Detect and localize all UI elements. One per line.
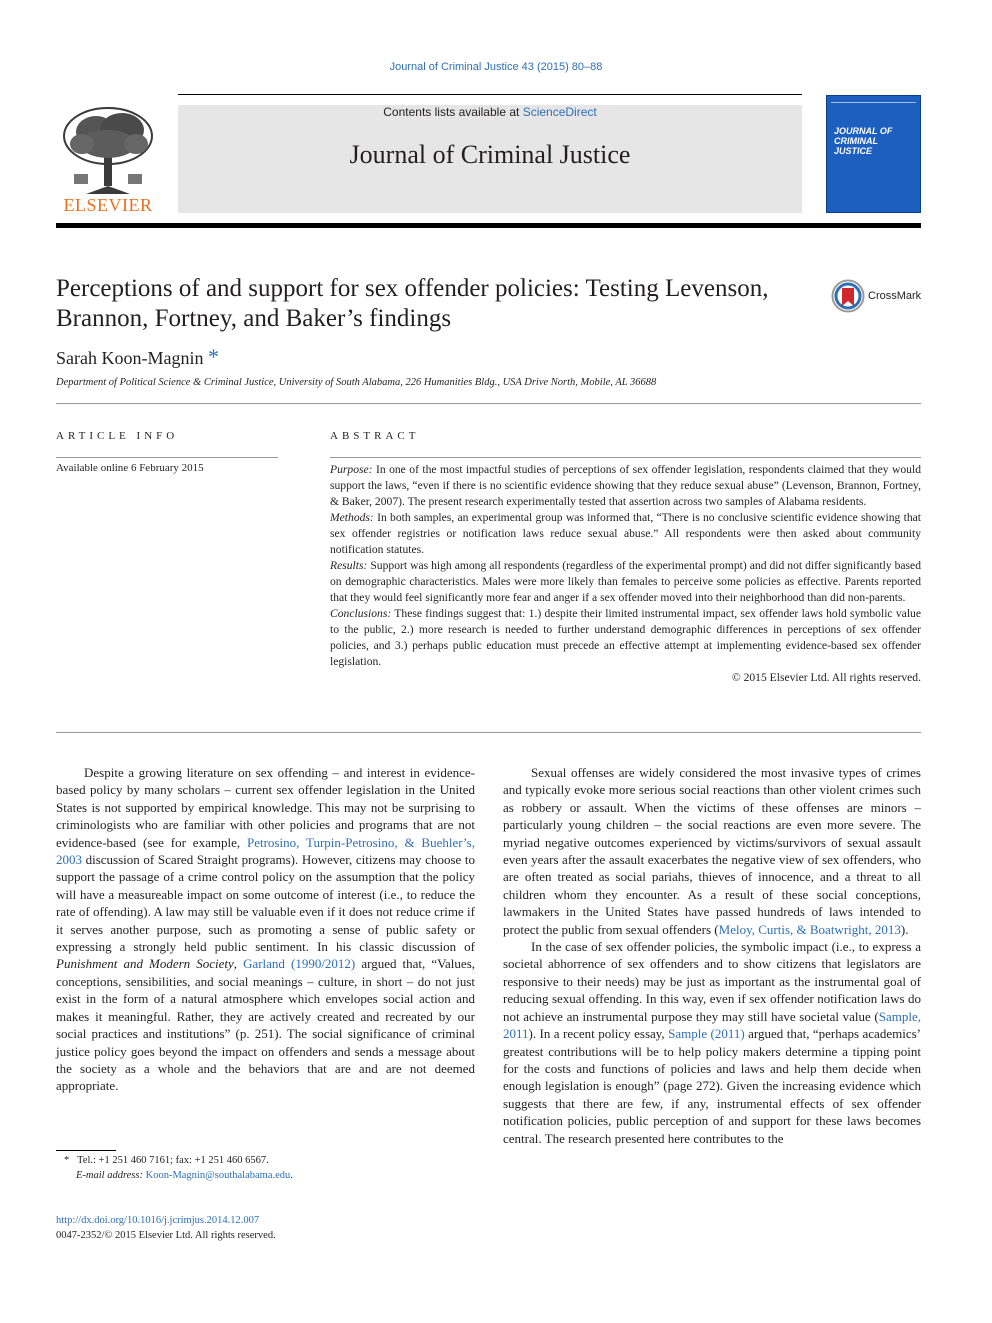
book-title: Punishment and Modern Society (56, 956, 234, 972)
text-run: Despite a growing literature on sex offending – and interest in evidence-based policy by many scholars – current sex offender legislation in the United States is not supported by empirical knowledge. This may not be surprising to criminologists who are familiar with other policies and programs that are not evidence-based (see for example, (56, 765, 475, 850)
text-run: In the case of sex offender policies, the symbolic impact (i.e., to express a societal abhorrence of sex offenders and to show citizens that legislators are responsive to their needs) may be just as important as the instrumental goal of reducing sexual offending. In this way, even if sex offender notification laws do not achieve an instrumental purpose they may still have societal value ( (503, 939, 921, 1024)
journal-reference[interactable]: Journal of Criminal Justice 43 (2015) 80–88 (389, 61, 603, 73)
body-column-right (503, 764, 921, 1147)
crossmark-label: CrossMark (868, 290, 922, 302)
citation-link[interactable]: Petrosino, Turpin-Petrosino, & Buehler’s, 2003 (56, 834, 475, 868)
header-top-rule (178, 94, 802, 95)
conclusions-text: These findings suggest that: 1.) despite their limited instrumental impact, sex offender laws hold symbolic value to the public, 2.) more research is needed to further understand demographic differences in perceptions of sex offender policies, and 3.) perhaps public education must precede an effective attempt at implementing evidence-based sex offender legislation. (330, 607, 921, 668)
cover-title: JOURNAL OF CRIMINAL JUSTICE (834, 126, 893, 156)
footnote-contact (56, 1154, 476, 1169)
footnote (56, 1154, 476, 1183)
results-text: Support was high among all respondents (regardless of the experimental prompt) and did not differ significantly based on demographic characteristics. Males were more likely than females to perceive some policies as effective. Parents reported that they would feel significantly more fear and anger if a sex offender moved into their neighborhood than did non-parents. (330, 559, 921, 604)
journal-title[interactable]: Journal of Criminal Justice (349, 140, 631, 169)
email-suffix: . (290, 1169, 293, 1181)
author-line (56, 344, 219, 370)
elsevier-logo (56, 104, 160, 216)
footnote-tel: Tel.: +1 251 460 7161; fax: +1 251 460 6567. (77, 1155, 269, 1166)
abstract-copyright: © 2015 Elsevier Ltd. All rights reserved. (731, 671, 921, 684)
doi-block (56, 1214, 276, 1243)
abstract-rule (330, 457, 921, 458)
purpose-text: In one of the most impactful studies of perceptions of sex offender legislation, respondents claimed that they would support the laws, “even if there is no scientific evidence showing that they reduce sexual abuse” (Levenson, Brannon, Fortney, & Baker, 2007). The present research experimentally tested that assertion across two samples of Alabama residents. (330, 463, 921, 508)
methods-text: In both samples, an experimental group was informed that, “There is no conclusive scientific evidence showing that sex offender registries or notification laws reduce sexual abuse.” All respondents were then asked about community notification statutes. (330, 511, 921, 556)
citation-link[interactable]: Sample (2011) (668, 1026, 745, 1042)
email-link[interactable]: Koon-Magnin@southalabama.edu (145, 1169, 291, 1181)
abstract-body (330, 462, 921, 686)
article-title: Perceptions of and support for sex offender policies: Testing Levenson, Brannon, Fortney, and Baker’s findings (56, 275, 769, 332)
body-paragraph (503, 764, 921, 938)
text-run: ). (900, 921, 909, 937)
conclusions-label: Conclusions: (330, 607, 392, 620)
results-label: Results: (330, 559, 368, 572)
footnote-mark: * (64, 1155, 70, 1166)
journal-cover[interactable] (826, 95, 921, 213)
available-online: Available online 6 February 2015 (56, 462, 204, 474)
text-run: discussion of Scared Straight programs). However, citizens may choose to support the passage of a crime control policy on the assumption that the policy will have a measureable impact on some outcome of interest (i.e., to reduce the rate of offending). A law may still be valuable even if it does not reduce crime if it serves another purpose, such as promoting a sense of public safety or expressing a strongly held public sentiment. In his classic discussion of (56, 852, 475, 955)
body-paragraph (56, 764, 475, 1095)
body-column-left (56, 764, 475, 1095)
header-rule (56, 223, 921, 228)
sciencedirect-link[interactable]: ScienceDirect (522, 105, 597, 119)
purpose-label: Purpose: (330, 463, 373, 476)
issn-line: 0047-2352/© 2015 Elsevier Ltd. All rights reserved. (56, 1229, 276, 1241)
author-footnote-mark[interactable]: * (207, 344, 219, 369)
divider (56, 403, 921, 404)
article-info-rule (56, 457, 278, 458)
cover-strip (831, 98, 916, 103)
divider (56, 732, 921, 733)
contents-line (178, 105, 802, 119)
body-paragraph (503, 938, 921, 1147)
abstract-heading: ABSTRACT (330, 430, 420, 442)
affiliation: Department of Political Science & Criminal Justice, University of South Alabama, 226 Humanities Bldg., USA Drive North, Mobile, AL 36688 (56, 377, 657, 388)
abstract-conclusions (330, 606, 921, 670)
citation-link[interactable]: Meloy, Curtis, & Boatwright, 2013 (718, 921, 901, 937)
text-run: argued that, “perhaps academics’ greatest contributions will be to help policy makers determine a tipping point for the costs and functions of policies and laws and help them decide when enough legislation is enough” (page 272). Given the increasing evidence which suggests that there are few, if any, instrumental effects of sex offender notification policies, public perception of and support for these laws becomes central. The research presented here contributes to the (503, 1026, 921, 1146)
tree-icon (56, 104, 160, 196)
elsevier-wordmark: ELSEVIER (63, 195, 153, 215)
footnote-email (56, 1169, 476, 1184)
doi-link[interactable]: http://dx.doi.org/10.1016/j.jcrimjus.2014.12.007 (56, 1215, 260, 1226)
contents-prefix: Contents lists available at (383, 105, 520, 119)
text-run: ). In a recent policy essay, (528, 1026, 669, 1042)
abstract-purpose (330, 462, 921, 510)
text-run: Sexual offenses are widely considered the most invasive types of crimes and typically evoke more serious social reactions than other violent crimes such as robbery or assault. When the victims of these offenses are minors – particularly young children – the social reactions are even more severe. The myriad negative outcomes experienced by victims/survivors of sexual assault even years after the assault exacerbates the negative view of sex offenders, who are often treated as social pariahs, thieves of innocence, and a threat to all children whom they encounter. As a result of these social conceptions, lawmakers in the United States have passed hundreds of laws intended to protect the public from sexual offenders ( (503, 765, 921, 937)
crossmark-badge[interactable] (831, 279, 931, 315)
email-label: E-mail address: (76, 1169, 143, 1181)
citation-link[interactable]: Sample, 2011 (503, 1008, 921, 1042)
article-info-heading: ARTICLE INFO (56, 430, 179, 442)
footnote-rule (56, 1150, 116, 1151)
citation-link[interactable]: Garland (1990/2012) (243, 956, 356, 972)
abstract-methods (330, 510, 921, 558)
methods-label: Methods: (330, 511, 374, 524)
crossmark-icon (831, 279, 865, 313)
text-run: , (233, 956, 244, 972)
abstract-results (330, 558, 921, 606)
author-name: Sarah Koon-Magnin (56, 348, 204, 368)
text-run: argued that, “Values, conceptions, sensibilities, and social meanings – culture, in short – do not just exist in the form of a natural atmosphere which envelopes social action and makes it meaningful. Rather, they are actively created and recreated by our social practices and institutions” (p. 251). The social significance of criminal justice policy goes beyond the impact on offenders and sends a message about the society as a whole and the behaviors that are and are not deemed appropriate. (56, 956, 475, 1094)
